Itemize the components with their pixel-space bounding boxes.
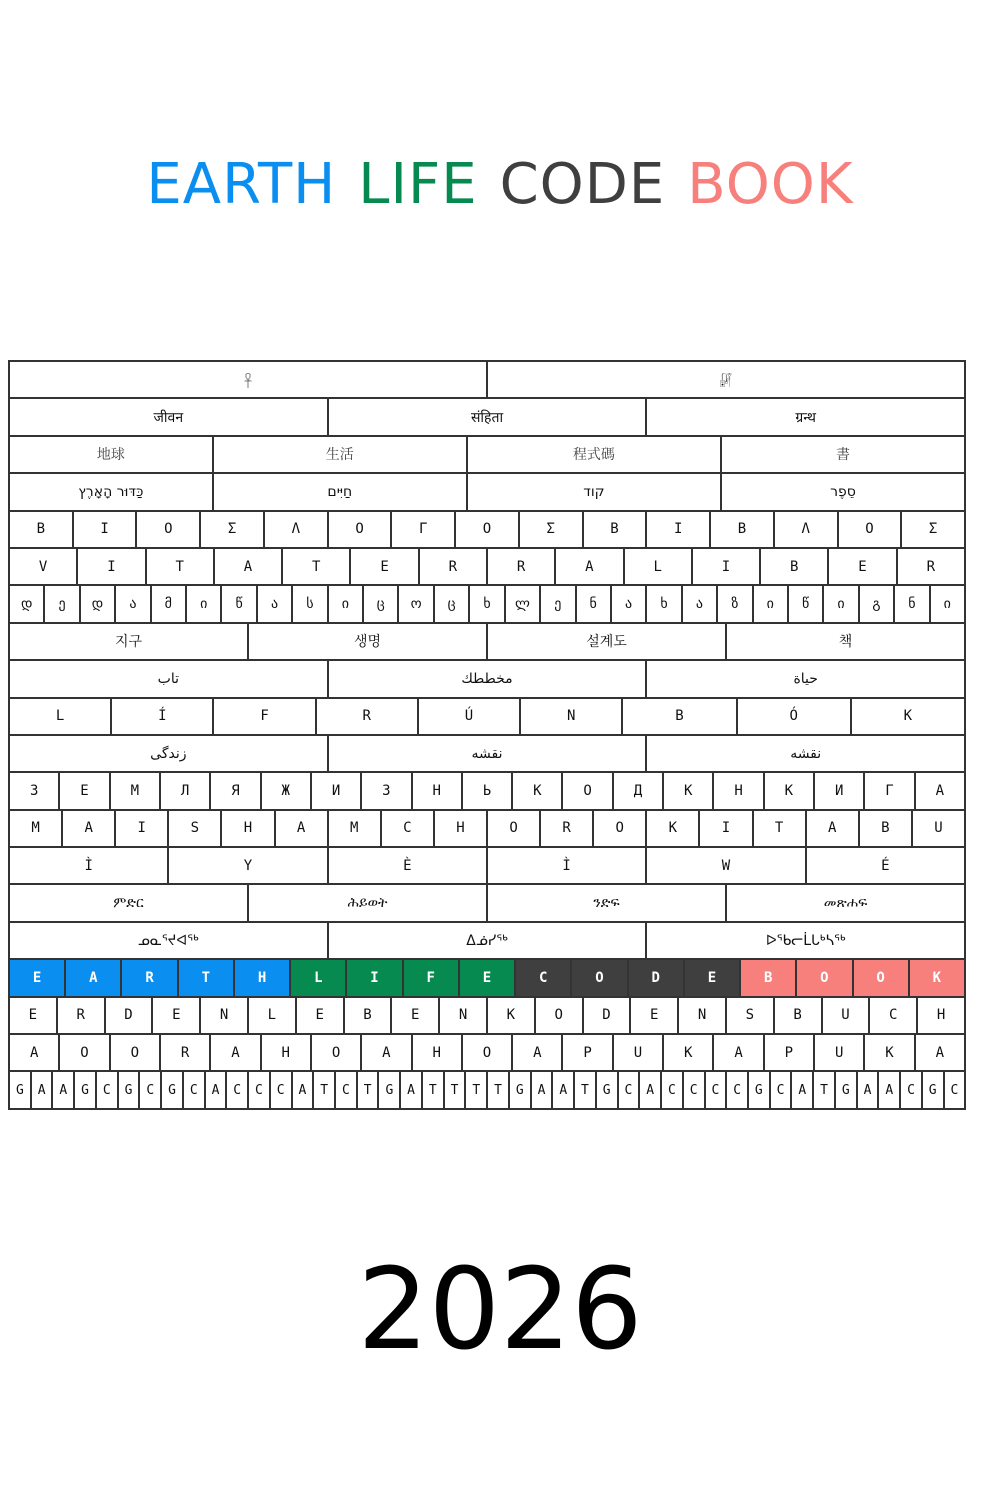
cell-latin: E xyxy=(829,549,897,584)
code-grid xyxy=(8,360,966,1110)
cell-dna: C xyxy=(950,1082,959,1098)
cell-georgian: ა xyxy=(258,586,293,621)
cell-hebrew: חַיִּים xyxy=(214,474,468,509)
cell-swahili: A xyxy=(807,811,860,846)
cell-hindi: ग्रन्थ xyxy=(795,409,816,426)
cell-georgian: ა xyxy=(683,586,718,621)
year-label: 2026 xyxy=(357,1245,643,1375)
cell-dna: T xyxy=(314,1072,336,1107)
cell-georgian: ე xyxy=(45,586,80,621)
cell-georgian: ნ xyxy=(895,586,930,621)
cell-english-highlight: I xyxy=(347,960,403,995)
book-title xyxy=(0,150,1000,220)
cell-hawaiian: U xyxy=(614,1035,664,1070)
cell-dna: C xyxy=(336,1072,358,1107)
cell-german: E xyxy=(297,998,345,1033)
cell-greek: Σ xyxy=(201,512,265,547)
cell-latin: I xyxy=(78,549,146,584)
cell-persian: نقشه xyxy=(790,745,822,762)
cell-yoruba: Ì xyxy=(10,848,169,883)
cell-dna: A xyxy=(553,1072,575,1107)
cell-swahili: T xyxy=(754,811,807,846)
cell-arabic: حياة xyxy=(793,670,818,687)
row-inuktitut xyxy=(10,923,964,960)
cell-hawaiian: O xyxy=(463,1035,513,1070)
cell-arabic: مخططك xyxy=(329,661,648,696)
cell-russian: Ж xyxy=(262,773,312,808)
cell-hawaiian: O xyxy=(60,1035,110,1070)
cell-irish: Í xyxy=(112,699,214,734)
cell-german: S xyxy=(727,998,775,1033)
cell-georgian: ი xyxy=(329,586,364,621)
cell-german: N xyxy=(440,998,488,1033)
cell-inuktitut: ᓄᓇᕐᔪᐊᖅ xyxy=(10,923,329,958)
cell-dna: C xyxy=(184,1072,206,1107)
cell-hawaiian: A xyxy=(211,1035,261,1070)
cell-hawaiian: K xyxy=(865,1035,915,1070)
cell-english-highlight: B xyxy=(741,960,797,995)
cell-dna: C xyxy=(771,1072,793,1107)
cell-greek: Ο xyxy=(329,512,393,547)
cell-german: O xyxy=(536,998,584,1033)
row-greek xyxy=(10,512,964,549)
cell-dna: A xyxy=(858,1072,880,1107)
cell-greek: Ο xyxy=(839,512,903,547)
cell-georgian: ც xyxy=(364,586,399,621)
cell-irish: B xyxy=(623,699,737,734)
row-egyptian xyxy=(10,362,964,399)
cell-yoruba: Y xyxy=(169,848,328,883)
cell-english-highlight: O xyxy=(854,960,910,995)
cell-georgian: ე xyxy=(541,586,576,621)
row-korean xyxy=(10,624,964,661)
row-hawaiian xyxy=(10,1035,964,1072)
cell-hindi: जीवन xyxy=(10,399,329,434)
cell-german: R xyxy=(58,998,106,1033)
cell-latin: L xyxy=(625,549,693,584)
cell-georgian: ნ xyxy=(577,586,612,621)
cell-english-highlight: O xyxy=(572,960,628,995)
cell-latin: R xyxy=(488,549,556,584)
cell-dna: T xyxy=(423,1072,445,1107)
cell-english-highlight: A xyxy=(66,960,122,995)
cell-english-highlight: L xyxy=(291,960,347,995)
cell-korean: 설계도 xyxy=(488,624,727,659)
cell-georgian: ი xyxy=(824,586,859,621)
cell-egyptian: 𓏞 xyxy=(719,374,733,391)
cell-swahili: O xyxy=(488,811,541,846)
cell-georgian: ხ xyxy=(470,586,505,621)
cell-russian: А xyxy=(935,782,944,799)
cell-swahili: S xyxy=(169,811,222,846)
cell-german: C xyxy=(870,998,918,1033)
cell-latin: R xyxy=(926,558,936,575)
cell-dna: T xyxy=(445,1072,467,1107)
cell-english-highlight: F xyxy=(404,960,460,995)
cell-german: D xyxy=(106,998,154,1033)
cell-georgian: დ xyxy=(10,586,45,621)
cell-dna: A xyxy=(640,1072,662,1107)
cell-german: N xyxy=(679,998,727,1033)
cell-dna: G xyxy=(119,1072,141,1107)
cell-hawaiian: U xyxy=(815,1035,865,1070)
cell-irish: Ú xyxy=(419,699,521,734)
cell-georgian: გ xyxy=(860,586,895,621)
cell-irish: F xyxy=(214,699,316,734)
cell-german: K xyxy=(488,998,536,1033)
cell-swahili: A xyxy=(276,811,329,846)
cell-chinese: 生活 xyxy=(214,437,468,472)
cell-latin: I xyxy=(693,549,761,584)
cell-swahili: U xyxy=(934,820,943,837)
cell-hawaiian: A xyxy=(935,1044,944,1061)
cell-german: D xyxy=(584,998,632,1033)
cell-irish: Ó xyxy=(738,699,852,734)
cell-dna: T xyxy=(466,1072,488,1107)
title-word-code: CODE xyxy=(499,152,666,217)
cell-dna: A xyxy=(32,1072,54,1107)
cell-russian: М xyxy=(111,773,161,808)
cell-dna: G xyxy=(510,1072,532,1107)
row-hindi xyxy=(10,399,964,436)
cell-hebrew: קוד xyxy=(468,474,722,509)
cell-russian: З xyxy=(362,773,412,808)
cell-russian: К xyxy=(765,773,815,808)
cell-hawaiian: A xyxy=(714,1035,764,1070)
cell-dna: A xyxy=(401,1072,423,1107)
cell-georgian: დ xyxy=(81,586,116,621)
cell-hawaiian: P xyxy=(563,1035,613,1070)
cell-amharic: መጽሐፍ xyxy=(823,895,868,912)
row-amharic xyxy=(10,885,964,922)
cell-georgian: ს xyxy=(293,586,328,621)
cell-latin: A xyxy=(556,549,624,584)
cell-russian: И xyxy=(815,773,865,808)
cell-dna: G xyxy=(162,1072,184,1107)
cell-english-highlight: O xyxy=(797,960,853,995)
cell-hawaiian: H xyxy=(413,1035,463,1070)
cell-georgian: ლ xyxy=(506,586,541,621)
cell-georgian: ა xyxy=(116,586,151,621)
cell-amharic: ንድፍ xyxy=(488,885,727,920)
cell-german: E xyxy=(153,998,201,1033)
cell-amharic: ሕይወት xyxy=(249,885,488,920)
cell-irish: R xyxy=(317,699,419,734)
cell-latin: T xyxy=(283,549,351,584)
cell-dna: T xyxy=(358,1072,380,1107)
cell-dna: C xyxy=(140,1072,162,1107)
cell-english-highlight: T xyxy=(179,960,235,995)
cell-greek: Σ xyxy=(520,512,584,547)
row-chinese xyxy=(10,437,964,474)
cell-dna: A xyxy=(206,1072,228,1107)
cell-hawaiian: O xyxy=(312,1035,362,1070)
cell-hawaiian: O xyxy=(111,1035,161,1070)
cell-german: L xyxy=(249,998,297,1033)
cell-russian: Н xyxy=(413,773,463,808)
cell-dna: C xyxy=(227,1072,249,1107)
row-swahili xyxy=(10,811,964,848)
cell-greek: Σ xyxy=(928,521,938,538)
cell-hawaiian: A xyxy=(513,1035,563,1070)
row-german xyxy=(10,998,964,1035)
cell-greek: Ι xyxy=(74,512,138,547)
cell-swahili: M xyxy=(10,811,63,846)
cell-greek: Λ xyxy=(265,512,329,547)
cell-greek: Λ xyxy=(775,512,839,547)
title-word-life: LIFE xyxy=(358,152,478,217)
cell-russian: Я xyxy=(211,773,261,808)
cell-korean: 책 xyxy=(838,634,853,651)
cell-german: B xyxy=(345,998,393,1033)
cell-latin: B xyxy=(761,549,829,584)
row-arabic xyxy=(10,661,964,698)
row-hebrew xyxy=(10,474,964,511)
cell-chinese: 地球 xyxy=(10,437,214,472)
cell-german: E xyxy=(631,998,679,1033)
cell-inuktitut: ᐅᖃᓕᒫᒐᒃᓴᖅ xyxy=(765,932,846,949)
cell-georgian: წ xyxy=(789,586,824,621)
cell-russian: Л xyxy=(161,773,211,808)
cell-georgian: მ xyxy=(152,586,187,621)
cell-english-highlight: R xyxy=(122,960,178,995)
cell-dna: C xyxy=(97,1072,119,1107)
cell-greek: Β xyxy=(10,512,74,547)
cell-latin: T xyxy=(147,549,215,584)
cell-russian: Е xyxy=(60,773,110,808)
cell-swahili: H xyxy=(435,811,488,846)
cell-dna: A xyxy=(53,1072,75,1107)
cell-georgian: ხ xyxy=(647,586,682,621)
cell-georgian: ო xyxy=(399,586,434,621)
row-yoruba xyxy=(10,848,964,885)
cell-dna: C xyxy=(662,1072,684,1107)
cell-russian: О xyxy=(563,773,613,808)
cell-hawaiian: P xyxy=(765,1035,815,1070)
cell-yoruba: Ì xyxy=(488,848,647,883)
cell-yoruba: É xyxy=(881,857,890,874)
cell-english-highlight: E xyxy=(10,960,66,995)
cell-swahili: O xyxy=(594,811,647,846)
cell-russian: З xyxy=(10,773,60,808)
cell-german: H xyxy=(936,1007,946,1024)
cell-hebrew: סֵפֶר xyxy=(830,483,856,500)
cell-english-highlight: H xyxy=(235,960,291,995)
cell-inuktitut: ᐃᓅᓯᖅ xyxy=(329,923,648,958)
cell-hawaiian: K xyxy=(664,1035,714,1070)
cell-russian: Н xyxy=(714,773,764,808)
row-persian xyxy=(10,736,964,773)
cell-hawaiian: A xyxy=(10,1035,60,1070)
cell-swahili: A xyxy=(63,811,116,846)
cell-swahili: C xyxy=(382,811,435,846)
cell-greek: Γ xyxy=(392,512,456,547)
cell-swahili: M xyxy=(329,811,382,846)
row-english-highlight xyxy=(10,960,964,997)
cell-dna: A xyxy=(532,1072,554,1107)
cell-georgian: წ xyxy=(222,586,257,621)
cell-hawaiian: H xyxy=(262,1035,312,1070)
cell-russian: К xyxy=(664,773,714,808)
cell-amharic: ምድር xyxy=(10,885,249,920)
cell-egyptian: 𓋹 xyxy=(10,362,488,397)
cell-german: B xyxy=(775,998,823,1033)
cell-greek: Β xyxy=(711,512,775,547)
row-latin xyxy=(10,549,964,586)
cell-irish: K xyxy=(903,708,913,725)
cell-irish: L xyxy=(10,699,112,734)
cell-persian: زندگی xyxy=(10,736,329,771)
cell-dna: G xyxy=(597,1072,619,1107)
cell-greek: Ο xyxy=(456,512,520,547)
cell-russian: И xyxy=(312,773,362,808)
cell-russian: Д xyxy=(614,773,664,808)
cell-swahili: I xyxy=(700,811,753,846)
cell-russian: Г xyxy=(865,773,915,808)
cell-chinese: 書 xyxy=(835,447,850,464)
cell-georgian: ი xyxy=(943,596,951,613)
cell-english-highlight: C xyxy=(516,960,572,995)
row-georgian xyxy=(10,586,964,623)
cell-dna: C xyxy=(249,1072,271,1107)
cell-dna: G xyxy=(923,1072,945,1107)
cell-korean: 지구 xyxy=(10,624,249,659)
cell-english-highlight: K xyxy=(910,960,964,995)
cell-russian: Ь xyxy=(463,773,513,808)
cell-latin: V xyxy=(10,549,78,584)
cell-dna: A xyxy=(792,1072,814,1107)
cell-german: U xyxy=(823,998,871,1033)
cell-dna: G xyxy=(10,1072,32,1107)
cell-dna: C xyxy=(727,1072,749,1107)
cell-dna: A xyxy=(293,1072,315,1107)
cell-chinese: 程式碼 xyxy=(468,437,722,472)
cell-yoruba: È xyxy=(329,848,488,883)
cell-greek: Ο xyxy=(137,512,201,547)
cell-dna: C xyxy=(684,1072,706,1107)
row-irish xyxy=(10,699,964,736)
cell-greek: Β xyxy=(584,512,648,547)
cell-russian: К xyxy=(513,773,563,808)
cell-korean: 생명 xyxy=(249,624,488,659)
cell-dna: C xyxy=(901,1072,923,1107)
cell-swahili: R xyxy=(541,811,594,846)
cell-georgian: ზ xyxy=(718,586,753,621)
cell-dna: C xyxy=(271,1072,293,1107)
cell-swahili: I xyxy=(116,811,169,846)
cell-dna: T xyxy=(814,1072,836,1107)
cell-georgian: ა xyxy=(612,586,647,621)
row-dna xyxy=(10,1072,964,1109)
cell-dna: T xyxy=(575,1072,597,1107)
cell-dna: A xyxy=(879,1072,901,1107)
cell-latin: R xyxy=(420,549,488,584)
cell-swahili: H xyxy=(222,811,275,846)
cell-dna: G xyxy=(379,1072,401,1107)
cell-dna: G xyxy=(836,1072,858,1107)
cell-german: E xyxy=(392,998,440,1033)
cell-german: E xyxy=(10,998,58,1033)
title-word-book: BOOK xyxy=(687,152,854,217)
cell-georgian: ი xyxy=(754,586,789,621)
cell-swahili: K xyxy=(647,811,700,846)
cell-dna: G xyxy=(749,1072,771,1107)
title-word-earth: EARTH xyxy=(146,152,337,217)
cell-yoruba: W xyxy=(647,848,806,883)
cell-latin: E xyxy=(351,549,419,584)
cell-georgian: ი xyxy=(187,586,222,621)
cell-persian: نقشه xyxy=(329,736,648,771)
cell-swahili: B xyxy=(860,811,913,846)
cell-english-highlight: E xyxy=(460,960,516,995)
row-russian xyxy=(10,773,964,810)
cell-hawaiian: A xyxy=(362,1035,412,1070)
cell-german: N xyxy=(201,998,249,1033)
cell-english-highlight: E xyxy=(685,960,741,995)
cell-english-highlight: D xyxy=(629,960,685,995)
cell-hindi: संहिता xyxy=(329,399,648,434)
cell-latin: A xyxy=(215,549,283,584)
cell-dna: C xyxy=(706,1072,728,1107)
cell-dna: C xyxy=(619,1072,641,1107)
cell-hebrew: כַּדּוּר הָאָרֶץ xyxy=(10,474,214,509)
cell-greek: Ι xyxy=(647,512,711,547)
cell-dna: G xyxy=(75,1072,97,1107)
cell-irish: N xyxy=(521,699,623,734)
cell-arabic: تاب xyxy=(10,661,329,696)
cell-georgian: ც xyxy=(435,586,470,621)
cell-hawaiian: R xyxy=(161,1035,211,1070)
cell-dna: T xyxy=(488,1072,510,1107)
